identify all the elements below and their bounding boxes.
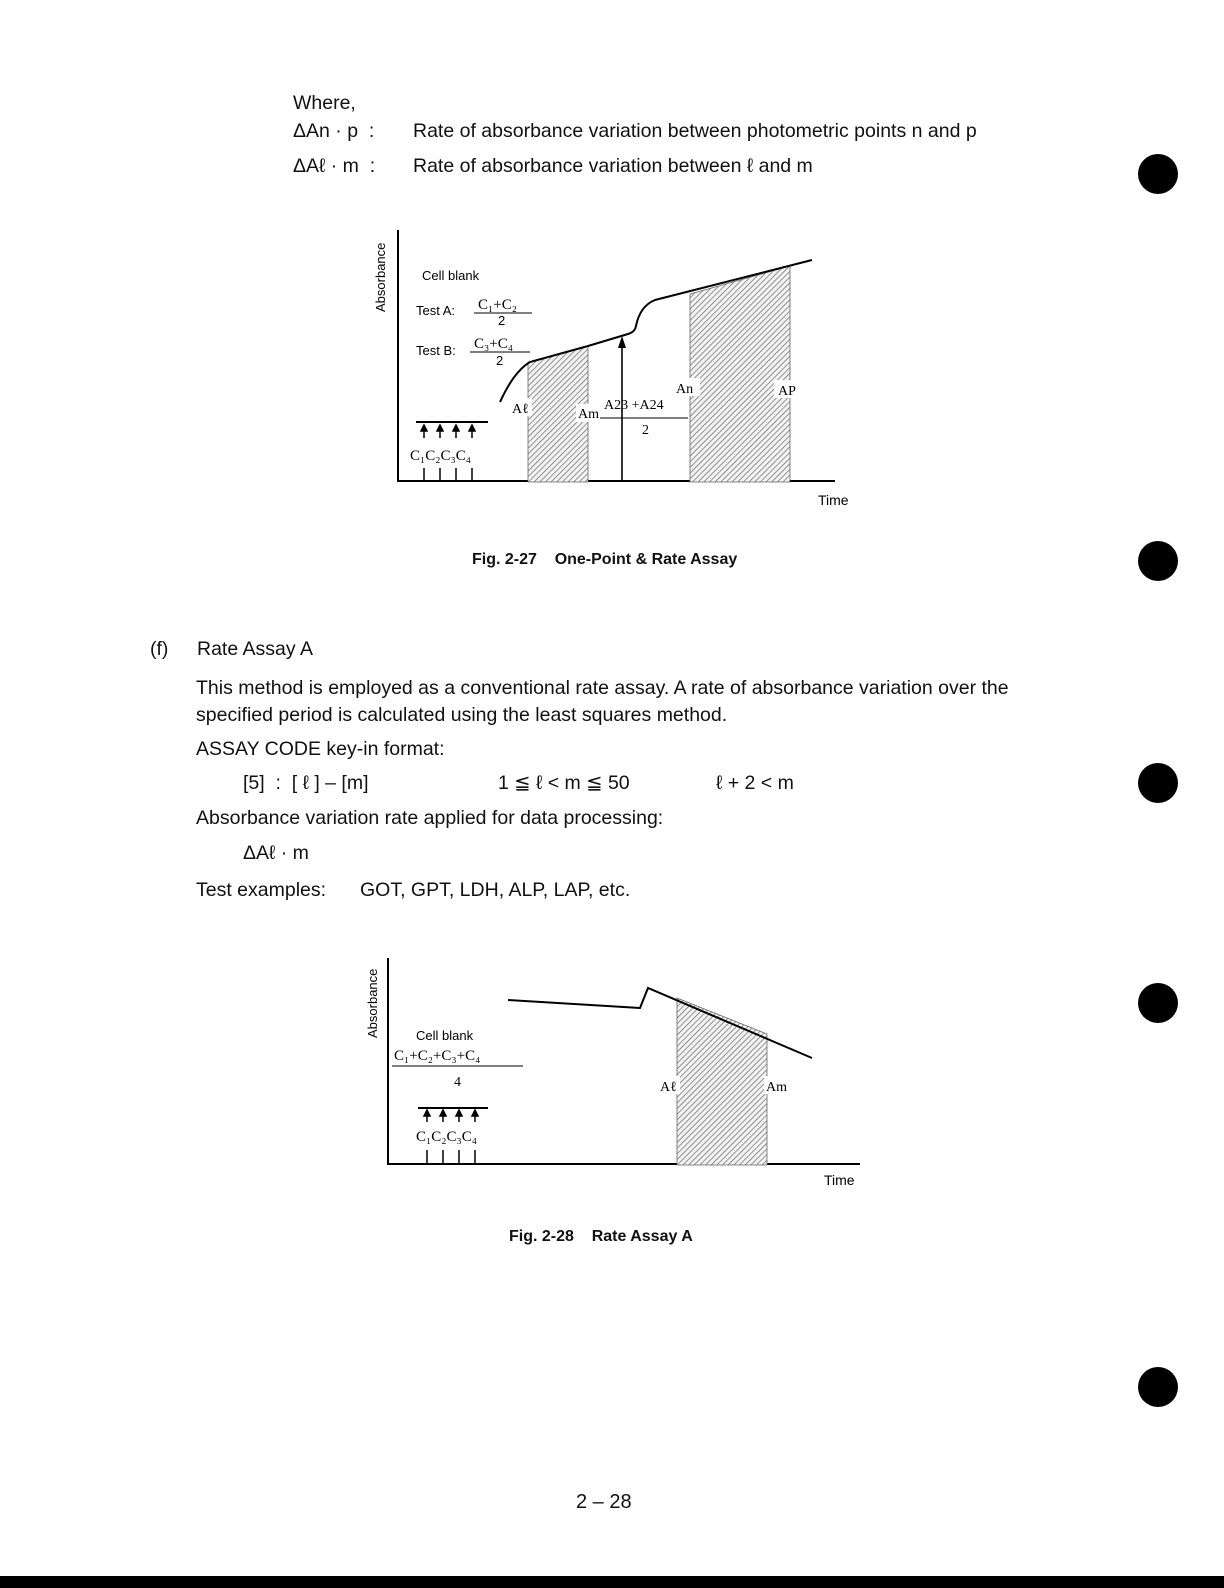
cell-ticks xyxy=(427,1150,475,1164)
hatch-region-l-m xyxy=(677,998,767,1165)
avg-denominator: 2 xyxy=(642,423,649,438)
test-a-denominator: 2 xyxy=(498,313,506,328)
where-desc-al-m: Rate of absorbance variation between ℓ and m xyxy=(413,155,813,177)
al-label: Aℓ xyxy=(512,402,529,417)
avg-numerator: A23 +A24 xyxy=(604,398,664,413)
sum-denominator: 4 xyxy=(454,1075,461,1090)
am-label: Am xyxy=(578,407,599,422)
section-paragraph: This method is employed as a conventional rate assay. A rate of absorbance variation over the specified period is calculated using the least squares method. xyxy=(196,677,1009,726)
section-title: Rate Assay A xyxy=(197,638,313,660)
figure-2-27 xyxy=(360,220,860,520)
binder-hole xyxy=(1138,541,1178,581)
test-a-numerator: C₁+C₂ xyxy=(478,297,517,313)
test-a-label: Test A: xyxy=(416,303,456,318)
where-symbol-al-m: ΔAℓ · m : xyxy=(293,155,376,177)
assay-code-range: 1 ≦ ℓ < m ≦ 50 xyxy=(498,772,630,794)
figure-2-28 xyxy=(360,950,870,1200)
ap-label: AP xyxy=(778,384,796,399)
section-marker: (f) xyxy=(150,638,169,660)
cells-label: C₁C₂C₃C₄ xyxy=(416,1129,477,1145)
cell-ticks xyxy=(424,468,472,482)
cell-blank-label: Cell blank xyxy=(422,268,480,283)
x-axis-label: Time xyxy=(818,492,849,508)
page-bottom-edge xyxy=(0,1576,1224,1588)
cells-label: C₁C₂C₃C₄ xyxy=(410,448,471,464)
test-b-denominator: 2 xyxy=(496,353,504,368)
y-axis-label: Absorbance xyxy=(365,968,380,1038)
binder-hole xyxy=(1138,763,1178,803)
page-number: 2 – 28 xyxy=(576,1491,632,1513)
examples-value: GOT, GPT, LDH, ALP, LAP, etc. xyxy=(360,879,631,901)
processing-label: Absorbance variation rate applied for data processing: xyxy=(196,807,664,829)
y-axis-label: Absorbance xyxy=(373,242,388,312)
binder-hole xyxy=(1138,983,1178,1023)
x-axis-label: Time xyxy=(824,1172,855,1188)
cell-blank-label: Cell blank xyxy=(416,1028,474,1043)
hatch-region-n-p xyxy=(690,266,790,482)
figure-2-27-caption: Fig. 2-27 One-Point & Rate Assay xyxy=(472,551,738,568)
assay-code-format: [5] : [ ℓ ] – [m] xyxy=(243,772,369,794)
assay-code-condition: ℓ + 2 < m xyxy=(716,772,794,794)
binder-hole xyxy=(1138,1367,1178,1407)
cell-arrows xyxy=(421,425,475,438)
where-label: Where, xyxy=(293,92,356,114)
examples-label: Test examples: xyxy=(196,879,327,901)
am-label: Am xyxy=(766,1080,787,1095)
cell-arrows xyxy=(424,1110,478,1122)
sum-numerator: C₁+C₂+C₃+C₄ xyxy=(394,1048,481,1064)
an-label: An xyxy=(676,382,694,397)
figure-2-28-caption: Fig. 2-28 Rate Assay A xyxy=(509,1228,693,1245)
al-label: Aℓ xyxy=(660,1080,677,1095)
binder-hole xyxy=(1138,154,1178,194)
assay-code-label: ASSAY CODE key-in format: xyxy=(196,738,445,760)
test-b-label: Test B: xyxy=(416,343,456,358)
where-desc-an-p: Rate of absorbance variation between photometric points n and p xyxy=(413,120,977,142)
where-symbol-an-p: ΔAn · p : xyxy=(293,120,375,142)
test-b-numerator: C₃+C₄ xyxy=(474,336,513,352)
marker-arrow-a23 xyxy=(618,336,626,348)
processing-value: ΔAℓ · m xyxy=(243,842,309,864)
